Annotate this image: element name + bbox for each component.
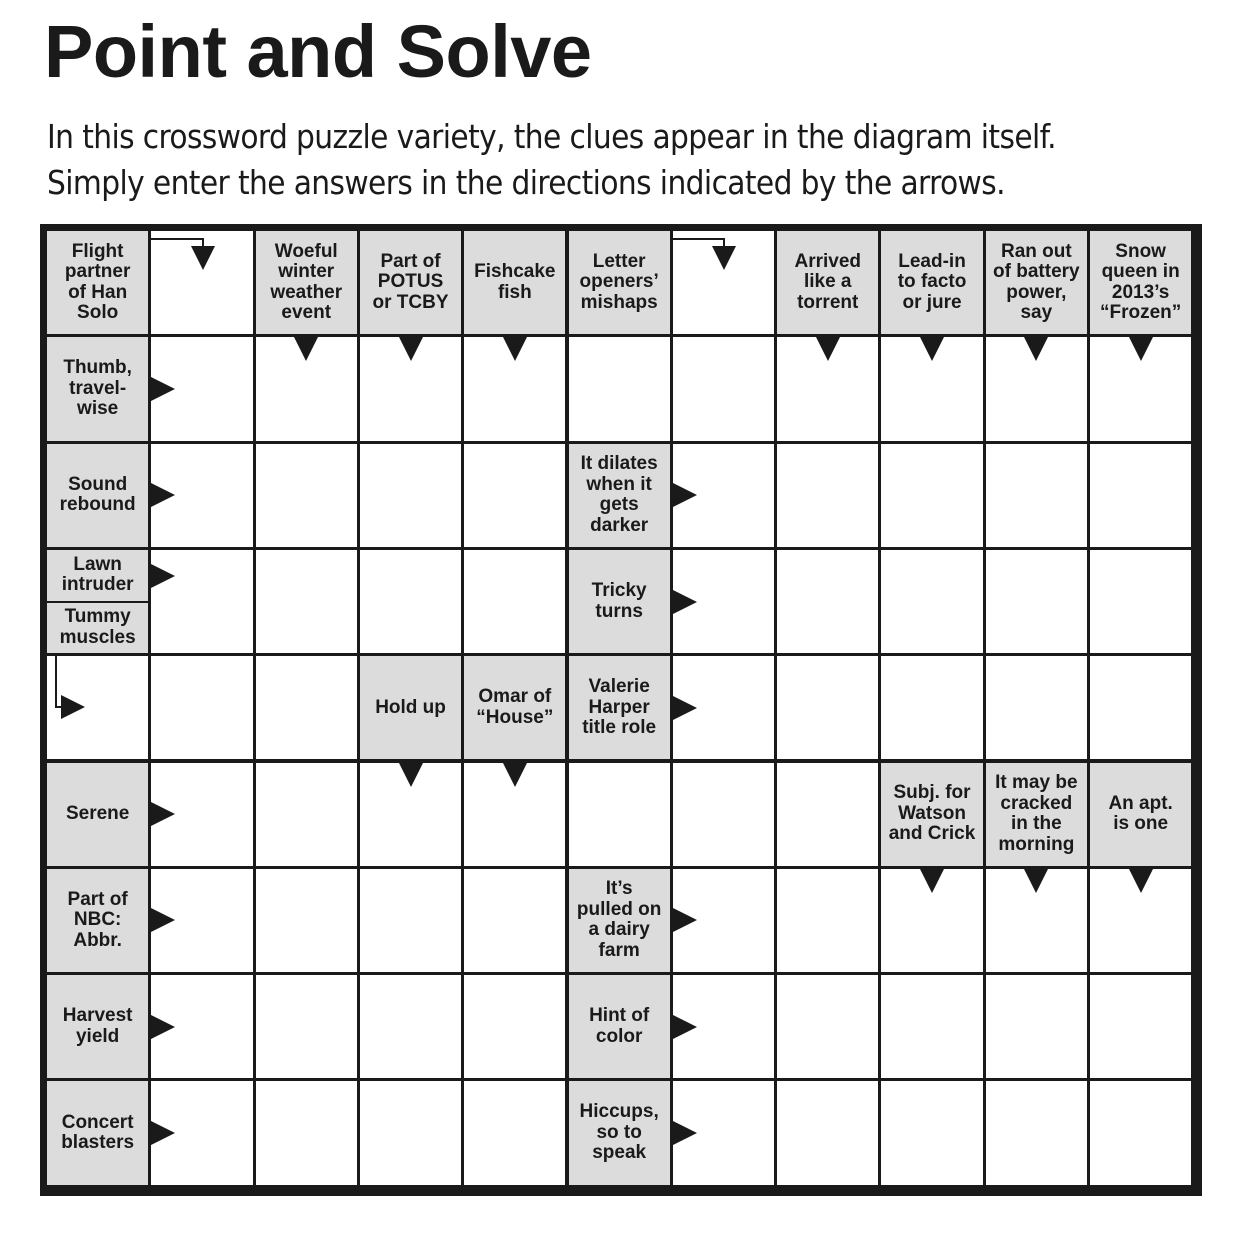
arrow-down-icon (503, 337, 527, 361)
clue-text: Valerie Harper title role (582, 676, 657, 739)
arrow-right-icon (151, 377, 175, 401)
hook-line (673, 238, 725, 240)
clue-snow-queen (1090, 231, 1191, 334)
clue-valerie-harper (569, 656, 670, 759)
clue-harvest-yield (47, 975, 148, 1078)
clue-serene (47, 763, 148, 866)
clue-text: Tummy muscles (59, 606, 136, 648)
answer-cell[interactable] (464, 1081, 565, 1184)
answer-cell[interactable] (360, 1081, 461, 1184)
answer-cell[interactable] (986, 975, 1087, 1078)
answer-cell[interactable] (1090, 975, 1191, 1078)
clue-part-of-potus (360, 231, 461, 334)
answer-cell[interactable] (360, 550, 461, 653)
arrow-right-icon (673, 908, 697, 932)
answer-cell[interactable] (151, 656, 252, 759)
answer-cell[interactable] (777, 869, 878, 972)
clue-text: Serene (65, 802, 130, 824)
clue-tummy-muscles (47, 603, 148, 654)
clue-text: Letter openers’ mishaps (579, 250, 659, 313)
clue-text: Fishcake fish (474, 261, 556, 303)
answer-cell[interactable] (1090, 1081, 1191, 1184)
answer-cell[interactable] (881, 1081, 982, 1184)
answer-cell[interactable] (777, 656, 878, 759)
clue-text: It’s pulled on a dairy farm (576, 878, 662, 961)
answer-cell[interactable] (256, 444, 357, 547)
clue-text: An apt. is one (1108, 792, 1173, 835)
clue-text: Snow queen in 2013’s “Frozen” (1100, 240, 1182, 324)
answer-cell[interactable] (360, 975, 461, 1078)
clue-text: Hiccups, so to speak (579, 1101, 659, 1164)
answer-cell[interactable] (777, 975, 878, 1078)
answer-cell[interactable] (569, 763, 670, 866)
instructions (47, 114, 1056, 206)
arrow-down-icon (816, 337, 840, 361)
answer-cell[interactable] (464, 444, 565, 547)
arrow-right-icon (673, 696, 697, 720)
instructions-line-1: In this crossword puzzle variety, the clues appear in the diagram itself. (47, 117, 1056, 156)
instructions-line-2: Simply enter the answers in the directions indicated by the arrows. (47, 163, 1005, 202)
arrow-down-icon (1129, 869, 1153, 893)
clue-tricky-turns (569, 550, 670, 653)
clue-ran-out-battery (986, 231, 1087, 334)
arrow-down-icon (712, 246, 736, 270)
answer-cell[interactable] (673, 337, 774, 440)
hook-line (151, 238, 203, 240)
arrow-right-icon (673, 1015, 697, 1039)
arrow-right-icon (151, 1015, 175, 1039)
arrow-down-icon (294, 337, 318, 361)
answer-cell[interactable] (881, 550, 982, 653)
clue-lawn-intruder (47, 550, 148, 601)
clue-flight-partner (47, 231, 148, 334)
clue-text: Lawn intruder (61, 553, 134, 596)
answer-cell[interactable] (777, 444, 878, 547)
clue-hiccups (569, 1081, 670, 1184)
answer-cell[interactable] (256, 763, 357, 866)
clue-text: Thumb, travel- wise (63, 357, 132, 420)
answer-cell[interactable] (256, 869, 357, 972)
clue-hint-of-color (569, 975, 670, 1078)
arrow-down-icon (1024, 869, 1048, 893)
answer-cell[interactable] (986, 656, 1087, 759)
arrow-right-icon (151, 564, 175, 588)
clue-text: It may be cracked in the morning (995, 772, 1078, 855)
arrow-down-icon (920, 869, 944, 893)
arrow-down-icon (191, 246, 215, 270)
clue-concert-blasters (47, 1081, 148, 1184)
clue-it-dilates (569, 444, 670, 547)
answer-cell[interactable] (256, 975, 357, 1078)
arrow-down-icon (503, 763, 527, 787)
clue-text: Tricky turns (591, 580, 647, 622)
answer-cell[interactable] (673, 763, 774, 866)
answer-cell[interactable] (360, 444, 461, 547)
answer-cell[interactable] (569, 337, 670, 440)
clue-text: Arrived like a torrent (794, 250, 861, 313)
clue-part-of-nbc (47, 869, 148, 972)
answer-cell[interactable] (360, 869, 461, 972)
arrow-right-icon (151, 483, 175, 507)
answer-cell[interactable] (1090, 444, 1191, 547)
clue-arrived-torrent (777, 231, 878, 334)
arrow-right-icon (673, 590, 697, 614)
answer-cell[interactable] (464, 550, 565, 653)
answer-cell[interactable] (256, 550, 357, 653)
answer-cell[interactable] (881, 656, 982, 759)
arrow-right-icon (151, 802, 175, 826)
arrow-down-icon (1024, 337, 1048, 361)
answer-cell[interactable] (986, 444, 1087, 547)
answer-cell[interactable] (777, 763, 878, 866)
clue-hold-up (360, 656, 461, 759)
clue-text: Lead-in to facto or jure (897, 250, 967, 313)
answer-cell[interactable] (881, 444, 982, 547)
hook-line (55, 656, 57, 708)
clue-text: Woeful winter weather event (270, 240, 343, 324)
clue-text: Omar of “House” (476, 686, 554, 728)
split-clue-cell (47, 550, 148, 653)
answer-cell[interactable] (881, 975, 982, 1078)
puzzle-title: Point and Solve (44, 10, 592, 93)
clue-subj-watson-crick (881, 763, 982, 866)
answer-cell[interactable] (986, 550, 1087, 653)
arrow-right-icon (151, 908, 175, 932)
clue-text: Ran out of battery power, say (993, 240, 1080, 324)
arrow-down-icon (399, 763, 423, 787)
answer-cell[interactable] (1090, 656, 1191, 759)
answer-cell[interactable] (986, 1081, 1087, 1184)
arrow-right-icon (151, 1121, 175, 1145)
clue-text: Sound rebound (59, 473, 136, 516)
clue-woeful-winter (256, 231, 357, 334)
clue-fishcake-fish (464, 231, 565, 334)
clue-sound-rebound (47, 444, 148, 547)
arrow-right-icon (673, 1121, 697, 1145)
clue-text: Part of POTUS or TCBY (372, 250, 449, 313)
answer-cell[interactable] (464, 869, 565, 972)
arrow-right-icon (61, 695, 85, 719)
arrow-down-icon (1129, 337, 1153, 361)
clue-cracked-morning (986, 763, 1087, 866)
clue-text: Hint of color (589, 1005, 650, 1047)
clue-text: Flight partner of Han Solo (64, 240, 131, 324)
answer-cell[interactable] (1090, 550, 1191, 653)
clue-text: Harvest yield (62, 1005, 133, 1047)
crossword-grid (40, 224, 1202, 1196)
clue-text: Part of NBC: Abbr. (67, 888, 128, 951)
clue-text: Concert blasters (61, 1111, 135, 1154)
clue-apt-is-one (1090, 763, 1191, 866)
clue-text: Subj. for Watson and Crick (888, 782, 976, 845)
arrow-down-icon (399, 337, 423, 361)
answer-cell[interactable] (256, 1081, 357, 1184)
clue-text: It dilates when it gets darker (580, 453, 658, 536)
arrow-right-icon (673, 483, 697, 507)
clue-omar-house (464, 656, 565, 759)
clue-lead-in-facto (881, 231, 982, 334)
arrow-down-icon (920, 337, 944, 361)
clue-text: Hold up (375, 696, 446, 718)
clue-letter-openers (569, 231, 670, 334)
answer-cell[interactable] (256, 656, 357, 759)
clue-pulled-dairy (569, 869, 670, 972)
answer-cell[interactable] (777, 1081, 878, 1184)
answer-cell[interactable] (777, 550, 878, 653)
answer-cell[interactable] (464, 975, 565, 1078)
clue-thumb-travel (47, 337, 148, 440)
